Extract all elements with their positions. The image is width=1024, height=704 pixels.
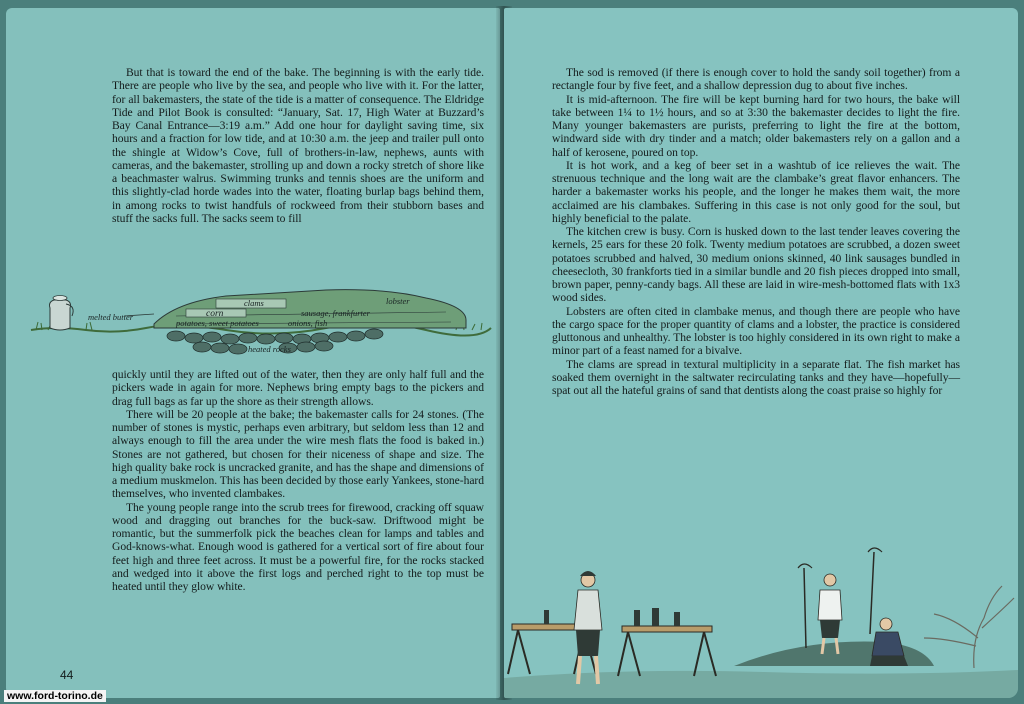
figure-cook-icon <box>574 571 602 684</box>
watermark: www.ford-torino.de <box>4 690 106 702</box>
label-melted-butter: melted butter <box>88 312 134 322</box>
label-lobster: lobster <box>386 296 410 306</box>
label-corn: corn <box>206 309 224 319</box>
right-page <box>504 8 1018 698</box>
left-column-bottom <box>112 368 484 593</box>
page-number: 44 <box>60 668 74 682</box>
label-clams: clams <box>244 298 264 308</box>
paragraph: The sod is removed (if there is enough cover to hold the sandy soil together) from a rectangle four by five feet, and a shallow depression dug to about five inches. <box>552 66 960 93</box>
sawhorse-table-icon <box>508 624 716 676</box>
figure-kneeling-icon <box>870 618 908 666</box>
paragraph: quickly until they are lifted out of the water, then they are only half full and the pickers wade in again for more. Nephews bring empty bags to the pickers and drag full bags as far up the shore as their strength allows. <box>112 368 484 408</box>
paragraph: The young people range into the scrub trees for firewood, cracking off squaw wood and dragging out branches for the buck-saw. Driftwood might be romantic, but the summerfolk pick the beaches clean for lamps and tables and God-knows-what. Enough wood is gathered for a vertical sort of fire about four feet high and three feet across. It must be a powerful fire, for the rocks stacked and wedged into it above the first logs and perched right to the top must be heated until they glow white. <box>112 500 484 593</box>
clambake-cross-section-diagram <box>26 268 496 368</box>
paragraph: But that is toward the end of the bake. The beginning is with the early tide. There are people who live by the sea, and people who live with it. For the latter, for all bakemasters, the state of the tide is a matter of consequence. The Eldridge Tide and Pilot Book is consulted: “January, Sat. 17, High Water at Buzzard’s Bay Canal Entrance—3:19 a.m.” Add one hour for daylight saving time, six hours and a fraction for low tide, and at 10:30 a.m. the jeep and trailer pull onto the shingle at Widow’s Cove, full of brothers-in-law, nephews, aunts with cameras, and the bakemaster, strolling up and down a rocky stretch of shore like a beachmaster walrus. Swimming trunks and tennis shoes are the uniform and this slightly-clad horde wades into the water, floating burlap bags behind them, in among rocks to twist handfuls of rockweed from their stubborn bases and stuff the sacks full. The sacks seem to fill <box>112 66 484 225</box>
right-column <box>552 66 960 397</box>
label-sausage-frankfurter: sausage, frankfurter <box>301 308 370 318</box>
paragraph: It is hot work, and a keg of beer set in a washtub of ice relieves the wait. The strenuous technique and the long wait are the clambake’s great flavor enhancers. The harder a bakemaster works his people, and the longer he makes them wait, the more acclaimed are his clambakes. Suffering in this case is not only good for the soul, but highly beneficial to the palate. <box>552 158 960 225</box>
paragraph: It is mid-afternoon. The fire will be kept burning hard for two hours, the bake will take between 1¼ to 1½ hours, and so at 3:30 the bakemaster decides to light the fire. Many younger bakemasters are purists, preferring to light the fire at the bottom, windward side with dry tinder and a match; older bakemasters rely on a gallon and a half of kerosene, poured on top. <box>552 92 960 159</box>
figure-bakemaster-icon <box>798 548 882 654</box>
label-onions-fish: onions, fish <box>288 318 328 328</box>
bare-tree-icon <box>924 586 1014 668</box>
paragraph: Lobsters are often cited in clambake menus, and though there are people who have the cargo space for the proper quantity of clams and a lobster, the practice is considered gluttonous and unhealthy. The lobster is too highly considered in its own right to make a minor part of a feast named for a bivalve. <box>552 304 960 358</box>
label-potatoes: potatoes, sweet potatoes <box>176 318 259 328</box>
butter-pot-icon <box>50 296 74 331</box>
paragraph: The kitchen crew is busy. Corn is husked down to the last tender leaves covering the kernels, 25 ears for these 20 folk. Twenty medium potatoes are scrubbed, a dozen sweet potatoes scrubbed and halved, 30 medium onions skinned, 40 link sausages bundled in cheesecloth, 30 frankforts tied in a similar bundle and 20 fish pieces dropped into small, brown paper, penny-candy bags. All these are laid in wire-mesh-bottomed flats with 1x3 wood sides. <box>552 225 960 305</box>
paragraph: The clams are spread in textural multiplicity in a separate flat. The fish market has soaked them overnight in the saltwater recirculating tanks and they have—hopefully—spat out all the hateful grains of sand that dentists along the coast praise so highly for <box>552 357 960 397</box>
paragraph: There will be 20 people at the bake; the bakemaster calls for 24 stones. (The number of stones is mystic, perhaps even arbitrary, but seldom less than 12 and always enough to fill the area under the wire mesh flats the food is baked in.) Stones are not gathered, but chosen for their niceness of shape and size. The high quality bake rock is uncracked granite, and has the shape and dimensions of a medium muskmelon. This has been decided by those early Yankees, stone-hard themselves, who invented clambakes. <box>112 407 484 501</box>
label-heated-rocks: heated rocks <box>248 344 291 354</box>
left-column-top <box>112 66 484 225</box>
beach-kitchen-illustration <box>504 538 1018 698</box>
left-page <box>6 8 500 698</box>
